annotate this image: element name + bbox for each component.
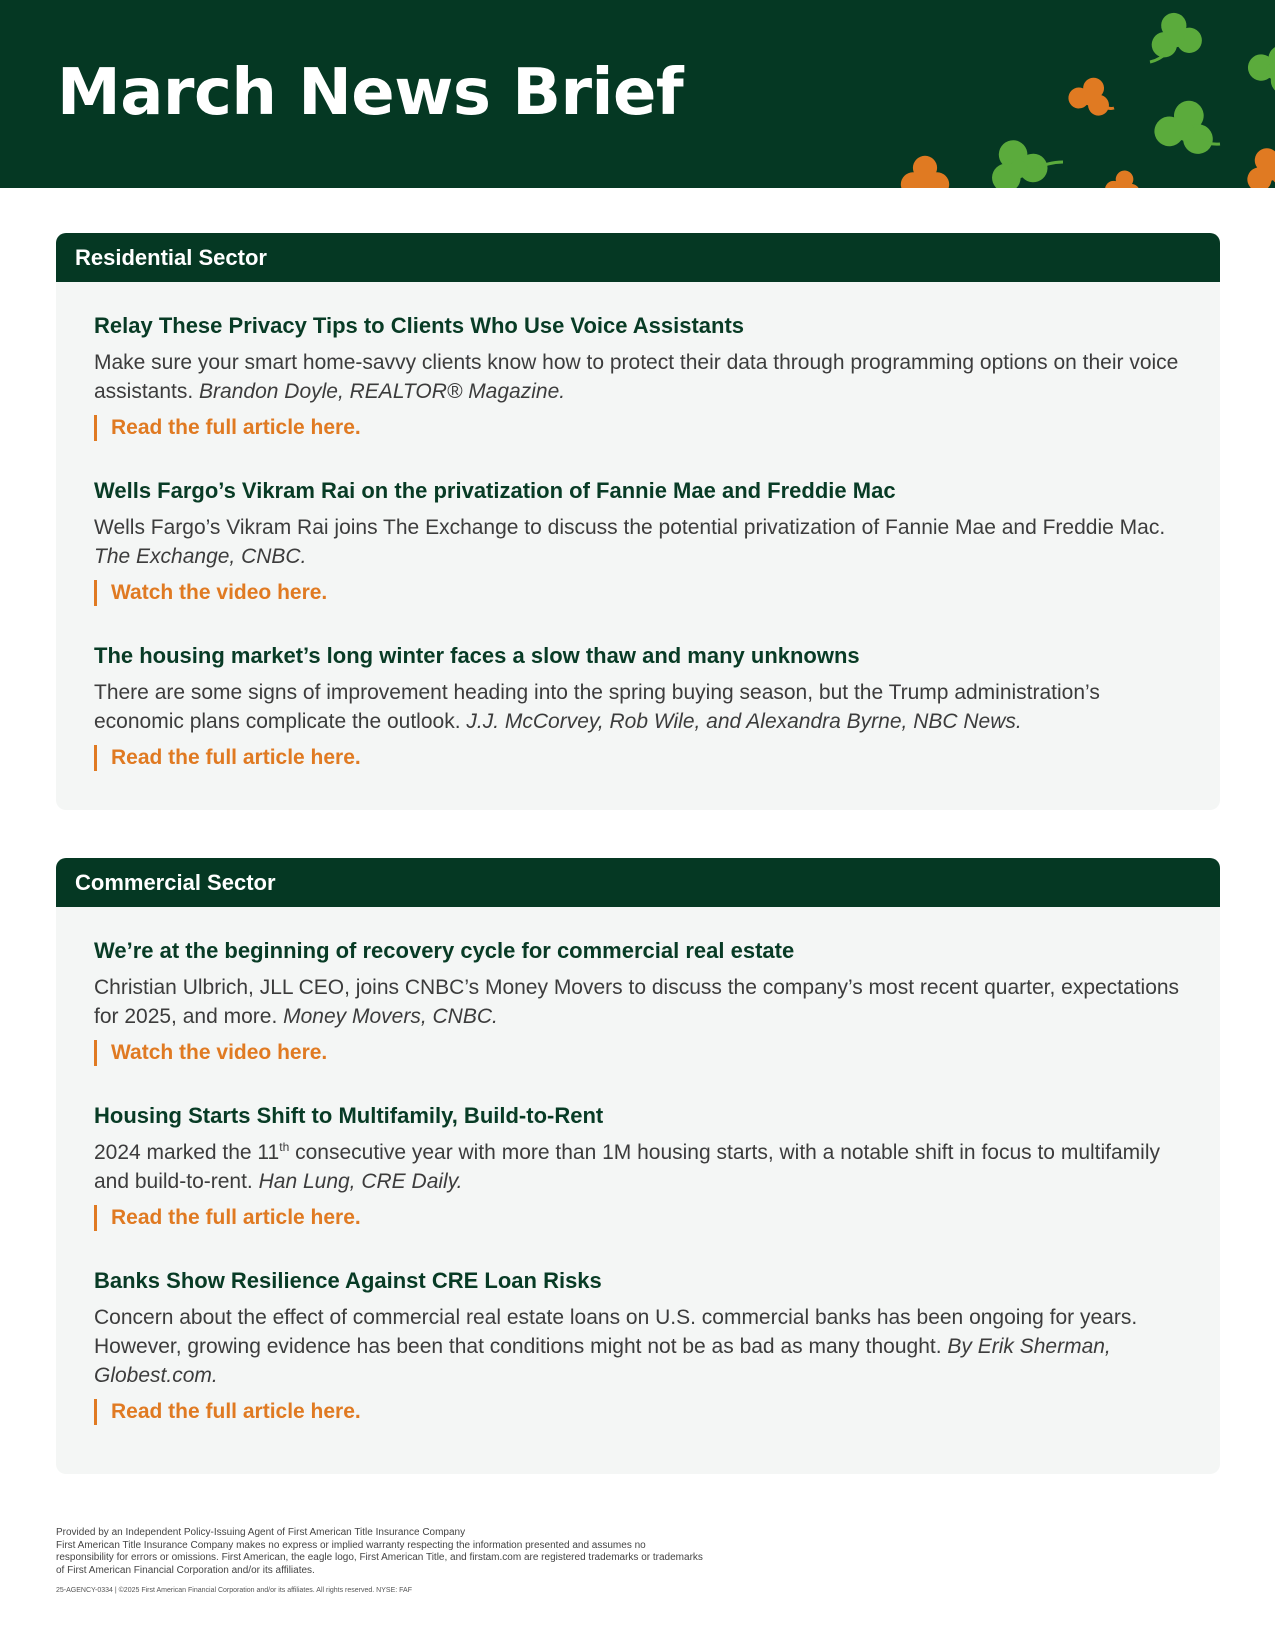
- shamrock-icon: [901, 156, 949, 188]
- article-source: By Erik Sherman, Globest.com.: [94, 1335, 1111, 1387]
- shamrock-icon: [981, 131, 1063, 188]
- article-source: J.J. McCorvey, Rob Wile, and Alexandra Byrne, NBC News.: [466, 710, 1022, 733]
- read-article-link[interactable]: Read the full article here.: [94, 744, 1182, 772]
- article-title: Banks Show Resilience Against CRE Loan Risks: [94, 1268, 602, 1293]
- footer-warranty-text: First American Title Insurance Company makes no express or implied warranty respecting the information presented and assumes no responsibility for errors or omissions. First American, the eagle logo, First American Title, and firstam.com are registered trademarks or trademarks of First American Financial Corporation and/or its affiliates.: [56, 1539, 703, 1576]
- footer-provider-line: Provided by an Independent Policy-Issuing Agent of First American Title Insurance Company: [56, 1527, 466, 1538]
- article-item: [94, 937, 1182, 1067]
- article-source: Han Lung, CRE Daily.: [258, 1170, 463, 1193]
- article-summary: Wells Fargo’s Vikram Rai joins The Exchange to discuss the potential privatization of Fannie Mae and Freddie Mac. The Exchange, CNBC.: [94, 516, 1166, 568]
- article-item: [94, 1102, 1182, 1232]
- page-title: March News Brief: [57, 56, 684, 130]
- watch-video-link[interactable]: Watch the video here.: [94, 1039, 1182, 1067]
- article-summary: Make sure your smart home-savvy clients know how to protect their data through programming options on their voice assistants. Brandon Doyle, REALTOR® Magazine.: [94, 351, 1179, 403]
- link-accent-bar: [94, 580, 97, 606]
- shamrock-icon: [1104, 168, 1144, 188]
- link-accent-bar: [94, 745, 97, 771]
- read-article-link[interactable]: Read the full article here.: [94, 1204, 1182, 1232]
- article-title: Wells Fargo’s Vikram Rai on the privatization of Fannie Mae and Freddie Mac: [94, 478, 896, 503]
- footer-legal-line: 25-AGENCY-0334 | ©2025 First American Financial Corporation and/or its affiliates. All rights reserved. NYSE: FAF: [56, 1587, 412, 1594]
- article-item: [94, 1267, 1182, 1426]
- link-accent-bar: [94, 1399, 97, 1425]
- article-summary: Concern about the effect of commercial real estate loans on U.S. commercial banks has been ongoing for years. However, growing evidence has been that conditions might not be as bad as many thought. By Erik Sherman, Globest.com.: [94, 1306, 1138, 1387]
- article-title: The housing market’s long winter faces a slow thaw and many unknowns: [94, 643, 860, 668]
- link-accent-bar: [94, 1040, 97, 1066]
- shamrock-icon: [1151, 94, 1221, 158]
- article-source: Brandon Doyle, REALTOR® Magazine.: [199, 380, 566, 403]
- article-title: We’re at the beginning of recovery cycle for commercial real estate: [94, 938, 795, 963]
- commercial-section: [56, 858, 1220, 1474]
- article-summary: There are some signs of improvement heading into the spring buying season, but the Trump administration’s economic plans complicate the outlook. J.J. McCorvey, Rob Wile, and Alexandra Byrne, NBC News.: [94, 681, 1100, 733]
- shamrock-icon: [1065, 71, 1116, 118]
- article-title: Relay These Privacy Tips to Clients Who Use Voice Assistants: [94, 313, 745, 338]
- article-summary: 2024 marked the 11th consecutive year with more than 1M housing starts, with a notable shift in focus to multifamily and build-to-rent. Han Lung, CRE Daily.: [94, 1140, 1160, 1193]
- article-item: [94, 312, 1182, 442]
- shamrock-icon: [1243, 34, 1275, 99]
- read-article-link[interactable]: Read the full article here.: [94, 414, 1182, 442]
- article-item: [94, 642, 1182, 772]
- shamrock-icon: [1147, 9, 1204, 62]
- article-source: The Exchange, CNBC.: [94, 545, 307, 568]
- link-accent-bar: [94, 415, 97, 441]
- section-heading: Commercial Sector: [56, 858, 1220, 907]
- link-accent-bar: [94, 1205, 97, 1231]
- footer-disclaimer: [56, 1527, 706, 1598]
- residential-section: [56, 233, 1220, 810]
- article-item: [94, 477, 1182, 607]
- shamrock-decoration: [815, 0, 1275, 188]
- watch-video-link[interactable]: Watch the video here.: [94, 579, 1182, 607]
- article-source: Money Movers, CNBC.: [283, 1005, 498, 1028]
- section-heading: Residential Sector: [56, 233, 1220, 282]
- article-summary: Christian Ulbrich, JLL CEO, joins CNBC’s Money Movers to discuss the company’s most recent quarter, expectations for 2025, and more. Money Movers, CNBC.: [94, 976, 1180, 1028]
- article-title: Housing Starts Shift to Multifamily, Build-to-Rent: [94, 1103, 604, 1128]
- shamrock-icon: [1240, 142, 1275, 188]
- read-article-link[interactable]: Read the full article here.: [94, 1398, 1182, 1426]
- page-header: [0, 0, 1275, 188]
